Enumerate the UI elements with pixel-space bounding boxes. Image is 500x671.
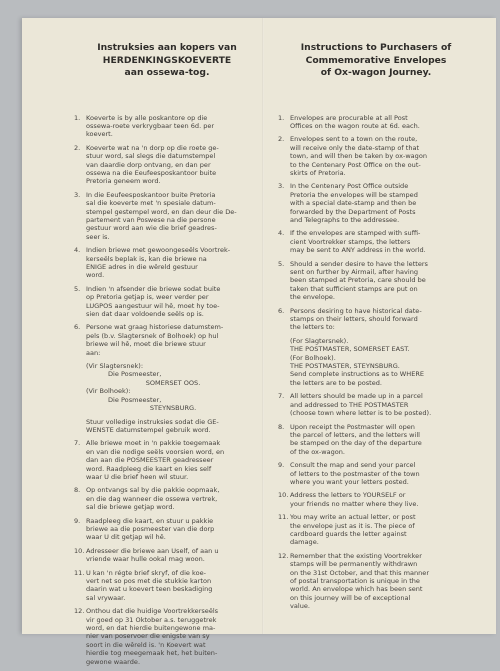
item-text: Persone wat graag historiese datumstem- pels (b.v. Slagtersnek of Bolhoek) op hul briewe wil hê, moet die briewe stuur aan: (86, 323, 224, 357)
instruction-item (74, 439, 260, 481)
item-number: 8. (74, 486, 81, 495)
instruction-item (278, 552, 474, 611)
instruction-item (74, 362, 260, 412)
instruction-item (278, 423, 474, 457)
heading-line: aan ossewa-tog. (124, 67, 210, 78)
instruction-item (278, 229, 474, 254)
item-text: Indien briewe met gewoongeseëls Voortrek- kerseëls beplak is, kan die briewe na ENIGE adres in die wêreld gestuur word. (86, 246, 231, 280)
item-text: Raadpleeg die kaart, en stuur u pakkie briewe aa die posmeester van die dorp waar U dit getjap wil hê. (86, 516, 215, 542)
item-number: 1. (74, 113, 81, 122)
item-text: In die Eeufeesposkantoor buite Pretoria sal die koeverte met 'n spesiale datum- stempel gestempel word, en dan deur die De- partement van Poswese na die persone gestuur word aan wie die brief geadres- seer is. (86, 190, 237, 241)
item-text: Indien 'n afsender die briewe sodat buite op Pretoria getjap is, weer verder per LUGPOS aangestuur wil hê, moet hy toe- sien dat daar voldoende seëls op is. (86, 284, 221, 319)
address-line: THE POSTMASTER, SOMERSET EAST. (290, 345, 410, 354)
item-number: 8. (278, 422, 285, 431)
item-text: If the envelopes are stamped with suffi- cient Voortrekker stamps, the letters may be sent to ANY address in the world. (290, 229, 426, 255)
address-line: Die Posmeester, (108, 395, 162, 404)
item-text: Should a sender desire to have the letters sent on further by Airmail, after having been stamped at Pretoria, care should be taken that sufficient stamps are put on the envelope. (290, 259, 428, 302)
item-text: Remember that the existing Voortrekker stamps will be permanently withdrawn on the 31st October, and that this manner of postal transportation is unique in the world. An envelope which has been sent on this journey will be of exceptional value. (290, 551, 430, 611)
instruction-item (74, 144, 260, 186)
item-number: 11. (74, 568, 85, 577)
instruction-item (278, 114, 474, 131)
afrikaans-column (74, 18, 260, 671)
item-text: Envelopes are procurable at all Post Offices on the wagon route at 6d. each. (290, 113, 420, 130)
instruction-item (278, 461, 474, 486)
item-number: 3. (74, 190, 81, 199)
instruction-item (278, 260, 474, 302)
item-text: Koeverte wat na 'n dorp op die roete ge- stuur word, sal slegs die datumstempel van daardie dorp ontvang, en dan per ossewa na die Eeufeesposkantoor buite Pretoria geneem word. (86, 143, 219, 186)
item-text: Envelopes sent to a town on the route, will receive only the date-stamp of that town, and will then be taken by ox-wagon to the Centenary Post Office on the out- skirts of Pretoria. (290, 135, 427, 177)
item-text: Address the letters to YOURSELF or your friends no matter where they live. (290, 491, 419, 508)
item-number: 10. (278, 491, 289, 500)
heading-line: Instruksies aan kopers van (97, 42, 237, 53)
item-number: 9. (74, 516, 81, 525)
english-column (278, 18, 474, 616)
item-number: 5. (74, 284, 81, 293)
item-text: Onthou dat die huidige Voortrekkerseëls vir goed op 31 Oktober a.s. teruggetrek word, en dat hierdie buitengewone ma- nier van poservoer die enigste van sy soort in die wêreld is. 'n Koevert wat hierdie tog meegemaak het, het buiten- gewone waarde. (86, 607, 219, 666)
instruction-item (74, 114, 260, 139)
instruction-item (74, 418, 260, 435)
instruction-item (74, 569, 260, 603)
heading-line: Commemorative Envelopes (305, 54, 447, 66)
item-text: Koeverte is by alle poskantore op die ossewa-roete verkrygbaar teen 6d. per koevert. (86, 113, 215, 139)
item-text: Consult the map and send your parcel of letters to the postmaster of the town where you want your letters posted. (290, 461, 420, 486)
address-line: (Vir Slagtersnek): (86, 362, 144, 371)
item-number: 7. (74, 439, 81, 448)
item-text: Persons desiring to have historical date- stamps on their letters, should forward the letters to: (290, 306, 422, 332)
address-line: SOMERSET OOS. (145, 378, 201, 387)
item-text: You may write an actual letter, or post the envelope just as it is. The piece of cardboard guards the letter against damage. (290, 513, 416, 547)
item-number: 2. (74, 143, 81, 152)
afrikaans-heading (74, 42, 260, 80)
item-number: 7. (278, 392, 285, 401)
item-number: 6. (278, 306, 285, 315)
instruction-item (74, 285, 260, 319)
address-line: (Vir Bolhoek): (86, 387, 131, 396)
english-heading (278, 42, 474, 80)
instruction-item (74, 323, 260, 357)
address-line: Send complete instructions as to WHERE (290, 370, 425, 379)
address-line: STEYNSBURG. (149, 404, 197, 413)
item-number: 5. (278, 259, 285, 268)
item-number: 6. (74, 323, 81, 332)
instruction-item (278, 491, 474, 508)
heading-line: Instructions to Purchasers of (300, 42, 452, 53)
item-number: 4. (278, 229, 285, 238)
instruction-item (278, 182, 474, 224)
instruction-item (74, 246, 260, 280)
address-line: (For Slagtersnek). (290, 336, 349, 345)
heading-line: HERDENKINGSKOEVERTE (102, 54, 232, 66)
english-instruction-list (278, 114, 474, 611)
address-line: the letters are to be posted. (290, 378, 383, 387)
item-number: 11. (278, 513, 289, 522)
instruction-item (74, 547, 260, 564)
afrikaans-instruction-list (74, 114, 260, 667)
document-page (22, 18, 496, 666)
instruction-item (278, 513, 474, 547)
item-text: Adresseer die briewe aan Uself, of aan u vriende waar hulle ookal mag woon. (86, 546, 219, 564)
instruction-item (74, 607, 260, 666)
item-number: 9. (278, 461, 285, 470)
instruction-item (74, 191, 260, 241)
instruction-item (278, 392, 474, 417)
instruction-item (278, 337, 474, 387)
item-text: Op ontvangs sal by die pakkie oopmaak, en die dag wanneer die ossewa vertrek, sal die briewe getjap word. (86, 486, 220, 512)
item-number: 12. (278, 551, 289, 560)
address-line: Die Posmeester, (108, 370, 162, 379)
instruction-item (74, 517, 260, 542)
item-number: 10. (74, 546, 85, 555)
instruction-item (74, 486, 260, 511)
item-text: Upon receipt the Postmaster will open the parcel of letters, and the letters will be stamped on the day of the departure of the ox-wagon. (290, 422, 422, 456)
item-number: 3. (278, 182, 285, 191)
address-line: THE POSTMASTER, STEYNSBURG. (290, 362, 400, 371)
item-text: Alle briewe moet in 'n pakkie toegemaak en van die nodige seëls voorsien word, en dan aan die POSMEESTER geadresseer word. Raadpleeg die kaart en kies self waar U die brief heen wil stuur. (86, 439, 225, 481)
address-line: (For Bolhoek). (290, 353, 336, 362)
item-text: In the Centenary Post Office outside Pretoria the envelopes will be stamped with a special date-stamp and then be forwarded by the Department of Posts and Telegraphs to the addressee. (290, 182, 418, 224)
item-text: All letters should be made up in a parcel and addressed to THE POSTMASTER (choose town where letter is to be posted). (290, 392, 432, 418)
center-fold (262, 18, 264, 634)
item-text: Stuur volledige instruksies sodat die GE- WENSTE datumstempel gebruik word. (86, 417, 219, 434)
item-text: U kan 'n régte brief skryf, of die koe- vert net so pos met die stukkie karton daarin wat u koevert teen beskadiging sal vrywaar. (86, 568, 213, 602)
item-number: 12. (74, 607, 85, 616)
heading-line: of Ox-wagon Journey. (320, 67, 432, 78)
item-number: 1. (278, 113, 285, 122)
instruction-item (278, 135, 474, 177)
item-number: 2. (278, 135, 285, 144)
item-number: 4. (74, 246, 81, 255)
instruction-item (278, 307, 474, 332)
